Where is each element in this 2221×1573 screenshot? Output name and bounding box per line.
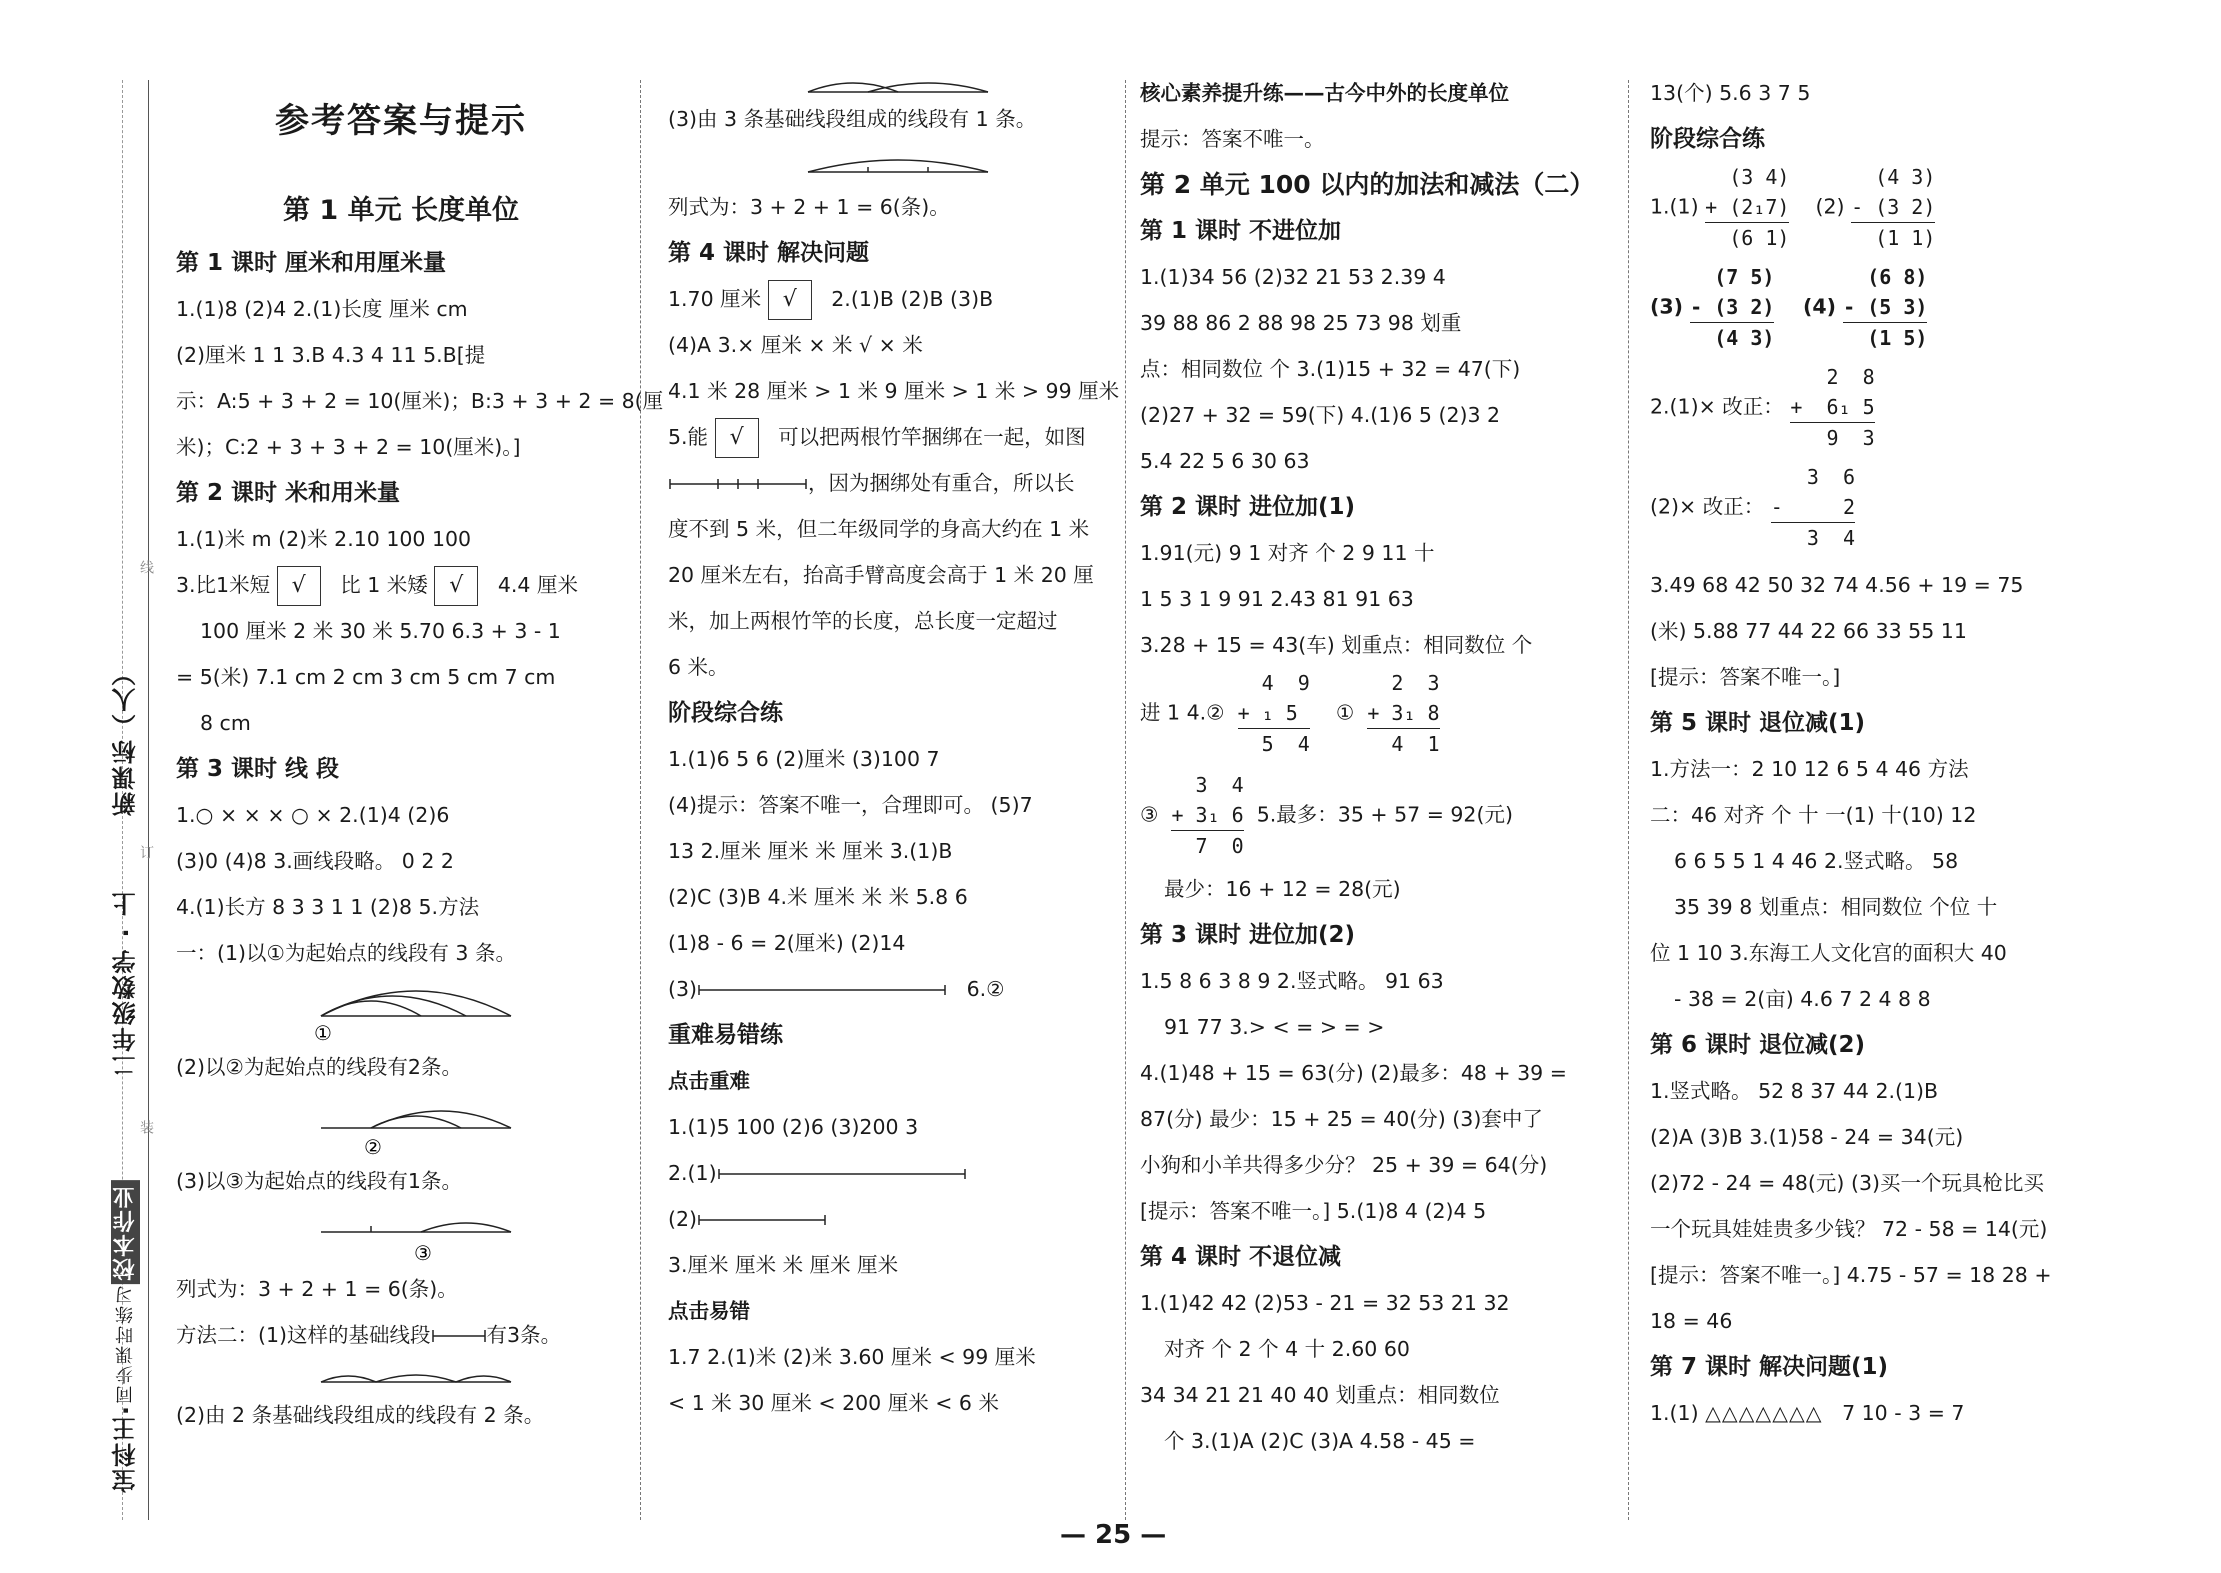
answer-line: 6 米。 [668,655,729,679]
lesson-heading: 第 4 课时 解决问题 [668,240,870,266]
spine-rule [148,80,149,1520]
answer-line: < 1 米 30 厘米 < 200 厘米 < 6 米 [668,1391,999,1415]
answer-line: 1 5 3 1 9 91 2.43 81 91 63 [1140,587,1414,611]
answer-line: (4)A 3.× 厘米 × 米 √ × 米 [668,333,923,357]
segment-figure [668,70,1118,96]
answer-line: 4.1 米 28 厘米 > 1 米 9 厘米 > 1 米 > 99 厘米 [668,379,1120,403]
checkmark-box: √ [768,280,812,320]
unit-heading: 第 1 单元 长度单位 [283,195,519,226]
answer-line: 二：46 对齐 个 十 一(1) 十(10) 12 [1650,803,1977,827]
vertical-calc-row [1650,462,2120,562]
column-3 [1140,70,1620,1464]
lesson-heading: 第 4 课时 不退位减 [1140,1244,1342,1270]
answer-line: 点：相同数位 个 3.(1)15 + 32 = 47(下) [1140,357,1521,381]
lesson-heading: 第 3 课时 进位加(2) [1140,922,1356,948]
answer-line: 1.(1)8 (2)4 2.(1)长度 厘米 cm [176,297,468,321]
answer-line: 米，加上两根竹竿的长度，总长度一定超过 [668,609,1058,633]
bamboo-pole-figure [668,474,808,494]
calc-row: 2 8 [1790,365,1875,389]
answer-text: (2) [1815,194,1845,219]
lesson-heading: 第 2 课时 米和用米量 [176,480,401,506]
answer-text: 2.(1)× 改正： [1650,394,1784,419]
answer-line [668,276,1118,322]
calc-row: - 2 [1771,492,1855,523]
calc-row: + 3₁ 6 [1171,800,1243,831]
column-separator [1628,80,1629,1520]
answer-text: 5.能 [668,425,709,449]
answer-line: 39 88 86 2 88 98 25 73 98 划重 [1140,311,1462,335]
segment-figure [176,976,626,1044]
answer-line: 1.○ × × × ○ × 2.(1)4 (2)6 [176,803,450,827]
answer-line [176,562,626,608]
vertical-calc-row [1650,162,2120,262]
base-segment-figure [431,1326,487,1346]
answer-line: - 38 = 2(亩) 4.6 7 2 4 8 8 [1674,987,1931,1011]
calc-row: (1 1) [1851,226,1936,250]
answer-line: 示：A:5 + 3 + 2 = 10(厘米)；B:3 + 3 + 2 = 8(厘 [176,389,664,413]
triangle-icons: △△△△△△△ [1705,1401,1823,1425]
answer-line: (4)提示：答案不唯一，合理即可。 (5)7 [668,793,1033,817]
answer-text: 1.70 厘米 [668,287,762,311]
segment-diagram [668,142,1108,184]
subsection-heading: 点击重难 [668,1069,750,1093]
answer-line: 3.厘米 厘米 米 厘米 厘米 [668,1253,899,1277]
segment-figure [176,1090,626,1158]
segment-diagram [176,1090,576,1158]
calc-row: 4 1 [1367,732,1440,756]
answer-text: 方法二：(1)这样的基础线段 [176,1323,431,1347]
answer-line: (1)8 - 6 = 2(厘米) (2)14 [668,931,906,955]
answer-line: = 5(米) 7.1 cm 2 cm 3 cm 5 cm 7 cm [176,665,556,689]
answer-line: 3.49 68 42 50 32 74 4.56 + 19 = 75 [1650,573,2024,597]
segment-diagram [176,1358,576,1392]
answer-line: 34 34 21 21 40 40 划重点：相同数位 [1140,1383,1500,1407]
answer-line: 4.(1)48 + 15 = 63(分) (2)最多：48 + 39 = [1140,1061,1567,1085]
vertical-calculation [1705,162,1789,253]
answer-line: 91 77 3.> < = > = > [1164,1015,1385,1039]
answer-line [668,966,1118,1012]
vertical-calculation [1238,668,1310,759]
calc-row: 3 6 [1770,465,1856,489]
calc-row: + 3₁ 8 [1367,698,1439,729]
answer-line: (2)27 + 32 = 59(下) 4.(1)6 5 (2)3 2 [1140,403,1501,427]
answer-text: ，因为捆绑处有重合，所以长 [808,471,1075,495]
answer-text: 比 1 米矮 [340,573,428,597]
page-title: 参考答案与提示 [275,101,527,141]
answer-line: (米) 5.88 77 44 22 66 33 55 11 [1650,619,1967,643]
answer-line: 1.7 2.(1)米 (2)米 3.60 厘米 < 99 厘米 [668,1345,1036,1369]
calc-row: + ₁ 5 [1238,698,1310,729]
column-separator [1125,80,1126,1520]
drawn-segment [697,980,947,1000]
answer-text: 2.(1)B (2)B (3)B [831,287,994,311]
subsection-heading: 点击易错 [668,1299,750,1323]
calc-row: 4 9 [1237,671,1310,695]
answer-line: (3)以③为起始点的线段有1条。 [176,1169,462,1193]
answer-line: [提示：答案不唯一。] 5.(1)8 4 (2)4 5 [1140,1199,1487,1223]
answer-line: (2)72 - 24 = 48(元) (3)买一个玩具枪比买 [1650,1171,2044,1195]
answer-line: 13 2.厘米 厘米 米 厘米 3.(1)B [668,839,953,863]
segment-figure [176,1204,626,1266]
vertical-calculation [1771,462,1855,553]
calc-row: (6 8) [1843,265,1928,289]
calc-row: 7 0 [1171,834,1244,858]
answer-line: 1.(1)5 100 (2)6 (3)200 3 [668,1115,919,1139]
point-label: ① [314,1021,332,1044]
series-name: 宝科王 [112,1415,140,1494]
cut-mark-staple: 订 [138,845,154,859]
answer-text: (4) [1803,294,1837,319]
calc-row: 9 3 [1790,426,1875,450]
answer-line: 87(分) 最少：15 + 25 = 40(分) (3)套中了 [1140,1107,1543,1131]
spine [0,0,160,1573]
calc-row: 3 4 [1770,526,1856,550]
calc-row: - (3 2) [1851,192,1935,223]
column-separator [640,80,641,1520]
answer-line: 1.(1)米 m (2)米 2.10 100 100 [176,527,472,551]
answer-text: 有3条。 [486,1323,562,1347]
answer-line: 一：(1)以①为起始点的线段有 3 条。 [176,941,516,965]
answer-text: 可以把两根竹竿捆绑在一起，如图 [778,425,1086,449]
lesson-heading: 第 1 课时 不进位加 [1140,218,1342,244]
answer-line: [提示：答案不唯一。] [1650,665,1841,689]
answer-line: (3)由 3 条基础线段组成的线段有 1 条。 [668,107,1037,131]
point-label: ② [364,1135,382,1158]
answer-line: 1.(1)34 56 (2)32 21 53 2.39 4 [1140,265,1446,289]
answer-line [668,460,1118,506]
spine-edition: 新课标（人） [112,660,140,816]
answer-line [1650,1390,2120,1436]
calc-row: - (3 2) [1690,292,1774,323]
vertical-calculation [1367,668,1439,759]
answer-text: 1.(1) [1650,194,1699,219]
answer-text: ① [1335,700,1355,725]
calc-row: - (5 3) [1843,292,1927,323]
answer-line: 位 1 10 3.东海工人文化宫的面积大 40 [1650,941,2007,965]
vertical-calc-row [1650,362,2120,462]
vertical-calculation [1790,362,1874,453]
answer-line: (2)由 2 条基础线段组成的线段有 2 条。 [176,1403,545,1427]
calc-row: 2 3 [1367,671,1440,695]
answer-line: 米)；C:2 + 3 + 3 + 2 = 10(厘米)。] [176,435,521,459]
calc-row: (7 5) [1690,265,1775,289]
section-heading: 阶段综合练 [1650,126,1765,152]
answer-line: (2)A (3)B 3.(1)58 - 24 = 34(元) [1650,1125,1964,1149]
answer-line: 小狗和小羊共得多少分？ 25 + 39 = 64(分) [1140,1153,1548,1177]
answer-line: (2)以②为起始点的线段有2条。 [176,1055,462,1079]
calc-row: 3 4 [1171,773,1244,797]
spine-series: 宝科王·同步课时练习校本作业 [108,1180,143,1493]
answer-line: 5.4 22 5 6 30 63 [1140,449,1310,473]
answer-line: (2)厘米 1 1 3.B 4.3 4 11 5.B[提 [176,343,486,367]
answer-line: 3.28 + 15 = 43(车) 划重点：相同数位 个 [1140,633,1533,657]
calc-row: + 6₁ 5 [1790,392,1874,423]
answer-line: 1.(1)6 5 6 (2)厘米 (3)100 7 [668,747,940,771]
page-number: — 25 — [1060,1520,1167,1550]
vertical-calculation [1690,262,1774,353]
column-2 [668,70,1118,1426]
answer-line: 最少：16 + 12 = 28(元) [1164,877,1401,901]
vertical-calculation [1851,162,1935,253]
cut-mark-line: 线 [138,560,154,574]
lesson-heading: 第 6 课时 退位减(2) [1650,1032,1866,1058]
answer-line: 20 厘米左右，抬高手臂高度会高于 1 米 20 厘 [668,563,1094,587]
unit-heading: 第 2 单元 100 以内的加法和减法（二） [1140,170,1595,199]
calc-row: 5 4 [1237,732,1310,756]
segment-diagram [176,976,576,1044]
answer-line: 提示：答案不唯一。 [1140,127,1325,151]
series-badge: 校本作业 [111,1180,140,1284]
vertical-calc-row [1140,770,1620,866]
series-sub: 同步课时练习 [115,1284,136,1404]
answer-line [668,1196,1118,1242]
answer-text: 5.最多：35 + 57 = 92(元) [1256,802,1513,827]
section-heading: 阶段综合练 [668,700,783,726]
calc-row: (4 3) [1851,165,1936,189]
answer-line [668,414,1118,460]
spine-grade: 二年级数学 · 上 [112,890,140,1078]
drawn-segment [697,1210,827,1230]
checkmark-box: √ [277,566,321,606]
answer-text: 3.比1米短 [176,573,271,597]
calc-row: (4 3) [1690,326,1775,350]
segment-figure [176,1358,626,1392]
checkmark-box: √ [715,418,759,458]
lesson-heading: 第 5 课时 退位减(1) [1650,710,1866,736]
answer-line: 对齐 个 2 个 4 十 2.60 60 [1164,1337,1410,1361]
answer-line: 35 39 8 划重点：相同数位 个位 十 [1674,895,1998,919]
lesson-heading: 第 7 课时 解决问题(1) [1650,1354,1889,1380]
answer-text: (3) [1650,294,1684,319]
section-heading: 重难易错练 [668,1022,783,1048]
calc-row: + (2₁7) [1705,192,1789,223]
vertical-calc-row [1650,262,2120,362]
answer-line: 18 = 46 [1650,1309,1733,1333]
answer-text: (2)× 改正： [1650,494,1765,519]
answer-line: 个 3.(1)A (2)C (3)A 4.58 - 45 = [1164,1429,1476,1453]
answer-line: 1.(1)42 42 (2)53 - 21 = 32 53 21 32 [1140,1291,1510,1315]
segment-figure [668,142,1118,184]
segment-diagram [668,70,1108,96]
vertical-calculation [1843,262,1927,353]
lesson-heading: 第 1 课时 厘米和用厘米量 [176,250,447,276]
answer-text: 进 1 4.② [1140,700,1225,725]
column-4 [1650,70,2120,1436]
cut-mark-bind: 装 [138,1120,154,1134]
answer-line [176,1312,626,1358]
answer-text: 4.4 厘米 [497,573,578,597]
answer-line: 100 厘米 2 米 30 米 5.70 6.3 + 3 - 1 [200,619,561,643]
answer-line: 13(个) 5.6 3 7 5 [1650,81,1811,105]
checkmark-box: √ [434,566,478,606]
answer-line: 1.5 8 6 3 8 9 2.竖式略。 91 63 [1140,969,1444,993]
answer-text: 1.(1) [1650,1401,1699,1425]
lesson-heading: 第 2 课时 进位加(1) [1140,494,1356,520]
answer-line: 1.方法一：2 10 12 6 5 4 46 方法 [1650,757,1969,781]
answer-text: 6.② [966,977,1005,1001]
answer-line: 1.91(元) 9 1 对齐 个 2 9 11 十 [1140,541,1435,565]
segment-diagram [176,1204,576,1266]
answer-line [668,1150,1118,1196]
drawn-segment [717,1164,967,1184]
vertical-calculation [1171,770,1243,861]
answer-line: 列式为：3 + 2 + 1 = 6(条)。 [176,1277,458,1301]
answer-line: 度不到 5 米，但二年级同学的身高大约在 1 米 [668,517,1090,541]
answer-line: 8 cm [200,711,251,735]
answer-line: (3)0 (4)8 3.画线段略。 0 2 2 [176,849,454,873]
calc-row: (1 5) [1843,326,1928,350]
answer-line: 6 6 5 5 1 4 46 2.竖式略。 58 [1674,849,1959,873]
calc-row: (3 4) [1705,165,1790,189]
lesson-heading: 第 3 课时 线 段 [176,756,340,782]
point-label: ③ [414,1241,432,1265]
calc-row: (6 1) [1705,226,1790,250]
answer-line: 列式为：3 + 2 + 1 = 6(条)。 [668,195,950,219]
section-heading: 核心素养提升练——古今中外的长度单位 [1140,81,1509,105]
answer-line: 1.竖式略。 52 8 37 44 2.(1)B [1650,1079,1939,1103]
answer-text: (3) [668,977,698,1001]
vertical-calc-row [1140,668,1620,764]
answer-text: 7 10 - 3 = 7 [1842,1401,1965,1425]
answer-line: [提示：答案不唯一。] 4.75 - 57 = 18 28 + [1650,1263,2052,1287]
answer-line: 一个玩具娃娃贵多少钱？ 72 - 58 = 14(元) [1650,1217,2048,1241]
answer-text: (2) [668,1207,698,1231]
answer-line: (2)C (3)B 4.米 厘米 米 米 5.8 6 [668,885,968,909]
answer-text: ③ [1140,802,1159,827]
column-1 [176,70,664,1438]
answer-text: 2.(1) [668,1161,717,1185]
answer-line: 4.(1)长方 8 3 3 1 1 (2)8 5.方法 [176,895,480,919]
